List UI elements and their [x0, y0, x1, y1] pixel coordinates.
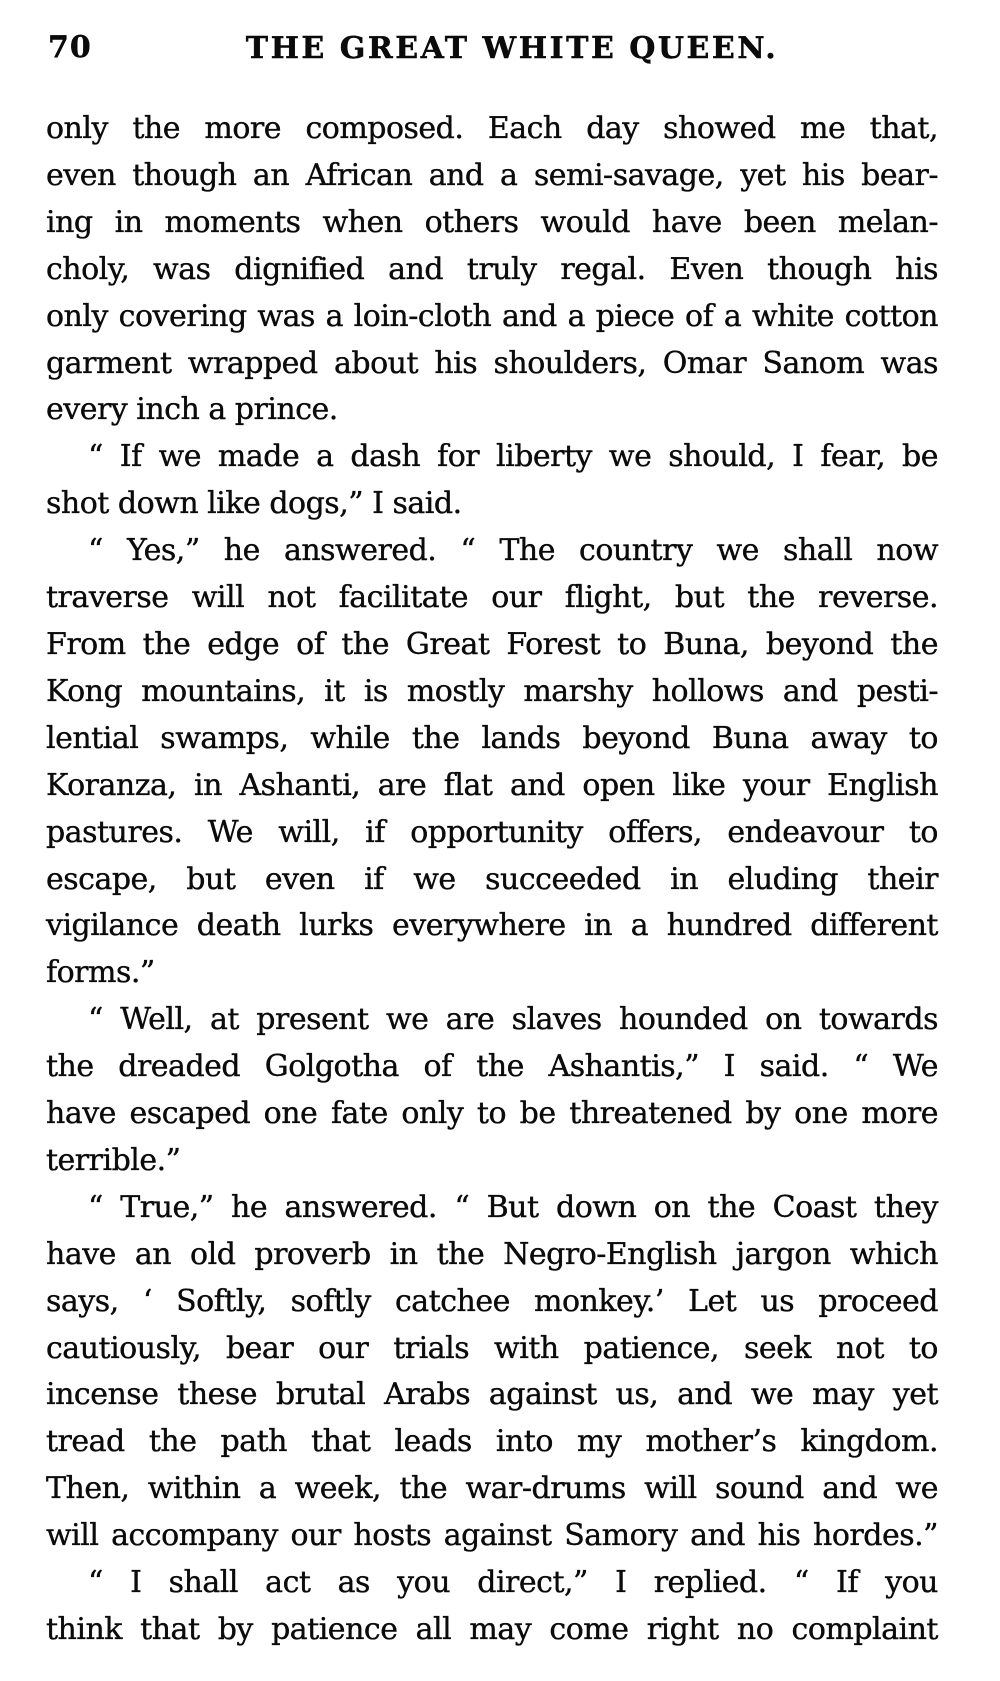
text-line: traverse will not facilitate our flight, but the reverse. — [46, 580, 938, 616]
text-line: escape, but even if we succeeded in eluding their — [46, 861, 938, 897]
paragraph — [46, 528, 938, 997]
text-line: lential swamps, while the lands beyond Buna away to — [46, 720, 938, 756]
text-line: only the more composed. Each day showed me that, — [46, 111, 938, 146]
text-line: will accompany our hosts against Samory and his hordes.” — [46, 1518, 938, 1554]
text-line: incense these brutal Arabs against us, and we may yet — [46, 1377, 938, 1413]
text-line: Koranza, in Ashanti, are flat and open like your English — [46, 767, 938, 803]
text-line: cautiously, bear our trials with patience, seek not to — [46, 1330, 938, 1366]
text-line: terrible.” — [46, 1142, 181, 1178]
paragraph — [46, 434, 938, 528]
text-line: “ Well, at present we are slaves hounded on towards — [88, 1002, 938, 1038]
text-line: have an old proverb in the Negro-English jargon which — [46, 1236, 938, 1272]
page-body — [46, 106, 938, 1654]
text-line: “ True,” he answered. “ But down on the Coast they — [88, 1189, 938, 1225]
text-line: garment wrapped about his shoulders, Omar Sanom was — [46, 345, 938, 381]
page-number: 70 — [48, 30, 92, 65]
text-line: says, ‘ Softly, softly catchee monkey.’ Let us proceed — [46, 1283, 938, 1319]
running-title: THE GREAT WHITE QUEEN. — [245, 31, 779, 66]
paragraph — [46, 997, 938, 1185]
text-line: even though an African and a semi-savage, yet his bear- — [46, 157, 938, 193]
text-line: the dreaded Golgotha of the Ashantis,” I said. “ We — [46, 1049, 938, 1085]
text-line: Kong mountains, it is mostly marshy hollows and pesti- — [46, 673, 938, 709]
text-line: tread the path that leads into my mother’s kingdom. — [46, 1424, 938, 1460]
text-line: pastures. We will, if opportunity offers, endeavour to — [46, 814, 938, 850]
text-line: “ If we made a dash for liberty we should, I fear, be — [88, 439, 938, 475]
page-header — [0, 30, 1000, 72]
text-line: every inch a prince. — [46, 392, 338, 428]
text-line: From the edge of the Great Forest to Buna, beyond the — [46, 626, 938, 662]
text-line: have escaped one fate only to be threatened by one more — [46, 1096, 938, 1132]
text-line: “ I shall act as you direct,” I replied. “ If you — [88, 1565, 938, 1601]
text-line: ing in moments when others would have been melan- — [46, 204, 938, 240]
text-line: shot down like dogs,” I said. — [46, 486, 462, 522]
text-line: Then, within a week, the war-drums will sound and we — [46, 1471, 938, 1507]
text-line: choly, was dignified and truly regal. Even though his — [46, 251, 938, 287]
text-line: vigilance death lurks everywhere in a hundred different — [46, 908, 938, 944]
text-line: think that by patience all may come right no complaint — [46, 1612, 938, 1647]
paragraph — [46, 1560, 938, 1654]
text-line: “ Yes,” he answered. “ The country we shall now — [88, 533, 938, 569]
paragraph — [46, 1185, 938, 1560]
text-line: forms.” — [46, 955, 155, 991]
paragraph — [46, 106, 938, 434]
text-line: only covering was a loin-cloth and a piece of a white cotton — [46, 298, 938, 334]
